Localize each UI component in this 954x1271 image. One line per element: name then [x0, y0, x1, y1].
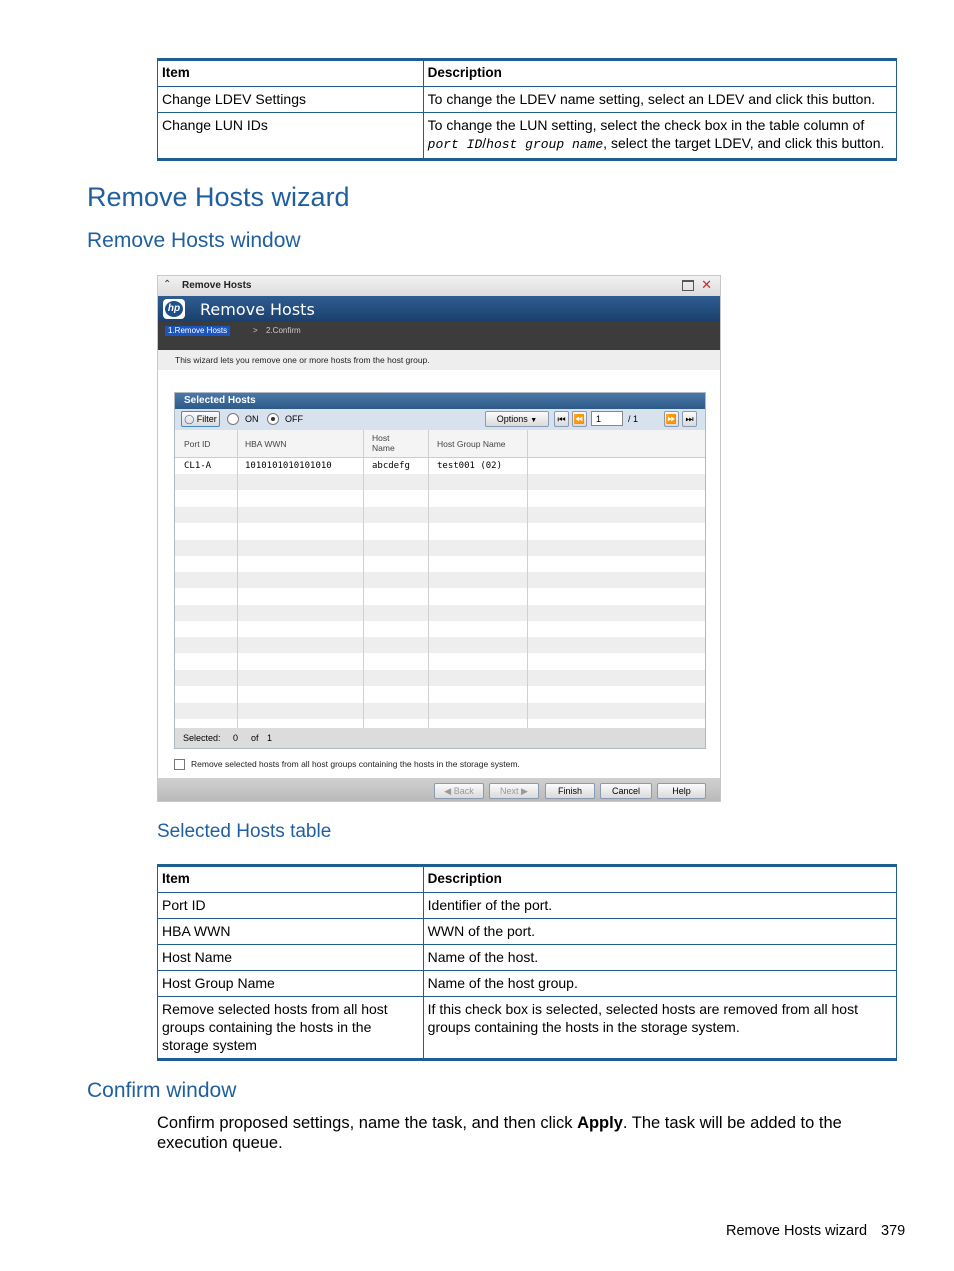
table-header-row	[158, 60, 897, 87]
step-separator: >	[253, 326, 258, 335]
page-number: 379	[881, 1223, 906, 1239]
apply-keyword: Apply	[577, 1114, 623, 1132]
description-cell: Name of the host.	[423, 945, 896, 971]
hosts-grid	[175, 430, 705, 728]
cell-host-name: abcdefg	[372, 461, 410, 471]
cell-port-id: CL1-A	[184, 461, 212, 471]
next-label: Next	[500, 786, 519, 796]
grid-row-stripe	[175, 654, 705, 670]
page-input[interactable]: 1	[591, 411, 623, 426]
filter-button[interactable]	[181, 411, 220, 427]
item-cell: Host Group Name	[158, 971, 424, 997]
heading-confirm-window: Confirm window	[87, 1079, 237, 1102]
page-footer	[726, 1223, 905, 1239]
filter-label: Filter	[196, 414, 217, 424]
table-row	[158, 893, 897, 919]
col-divider	[527, 430, 528, 728]
help-label: Help	[672, 786, 691, 796]
description-cell: Identifier of the port.	[423, 893, 896, 919]
description-cell: WWN of the port.	[423, 919, 896, 945]
options-button[interactable]	[485, 411, 549, 427]
first-page-button[interactable]	[554, 411, 569, 427]
selected-hosts-panel	[174, 392, 706, 749]
radio-off-dot	[271, 417, 275, 421]
header-description: Description	[423, 866, 896, 893]
panel-title: Selected Hosts	[184, 395, 256, 406]
description-cell: To change the LDEV name setting, select an LDEV and click this button.	[423, 87, 896, 113]
col-port-id[interactable]: Port ID	[184, 439, 211, 449]
description-cell	[423, 113, 896, 160]
col-divider	[237, 430, 238, 728]
filter-icon: ◯	[184, 414, 195, 424]
remove-hosts-screenshot	[157, 275, 721, 802]
panel-title-bar	[175, 393, 705, 409]
cell-host-group: test001 (02)	[437, 461, 503, 471]
header-title: Remove Hosts	[200, 300, 315, 319]
table-row	[158, 113, 897, 160]
table-toolbar	[175, 409, 705, 430]
of-label: of	[251, 733, 259, 743]
step-confirm: 2.Confirm	[266, 326, 301, 335]
grid-row-stripe	[175, 491, 705, 507]
selected-hosts-table	[157, 864, 897, 1061]
options-label: Options	[496, 414, 528, 424]
table-row	[158, 945, 897, 971]
chevron-down-icon: ▼	[530, 417, 538, 424]
item-cell: Change LDEV Settings	[158, 87, 424, 113]
step-current: 1.Remove Hosts	[165, 326, 230, 336]
help-button[interactable]	[657, 783, 706, 799]
prev-page-icon: ⏪	[573, 414, 586, 424]
confirm-text: Confirm proposed settings, name the task, and then click	[157, 1114, 578, 1132]
radio-off-label: OFF	[285, 414, 303, 424]
wizard-description: This wizard lets you remove one or more hosts from the host group.	[175, 355, 430, 365]
back-label: Back	[453, 786, 474, 796]
close-icon[interactable]: ✕	[701, 277, 712, 292]
footer-title: Remove Hosts wizard	[726, 1223, 868, 1239]
wizard-description-bar	[158, 350, 720, 370]
grid-footer	[175, 728, 705, 748]
finish-label: Finish	[557, 786, 582, 796]
item-cell: Host Name	[158, 945, 424, 971]
hp-logo	[163, 299, 185, 319]
item-cell: HBA WWN	[158, 919, 424, 945]
heading-remove-hosts-window: Remove Hosts window	[87, 229, 301, 252]
wizard-header	[158, 296, 720, 350]
grid-row-stripe	[175, 703, 705, 719]
cell-hba-wwn: 1010101010101010	[245, 461, 332, 471]
header-item: Item	[158, 60, 424, 87]
next-button[interactable]	[489, 783, 539, 799]
grid-row-stripe	[175, 621, 705, 637]
item-cell: Port ID	[158, 893, 424, 919]
maximize-icon[interactable]	[682, 280, 694, 291]
col-hba-wwn[interactable]: HBA WWN	[245, 439, 287, 449]
selected-count: 0	[233, 733, 239, 743]
code-host-group-name: host group name	[486, 137, 604, 152]
table-header-row	[158, 866, 897, 893]
hp-logo-text: hp	[165, 301, 183, 317]
first-page-icon: ⏮	[557, 414, 566, 424]
grid-row-stripe	[175, 556, 705, 572]
radio-off[interactable]	[267, 413, 279, 425]
description-text: To change the LUN setting, select the check box in the table column of	[427, 117, 865, 133]
item-cell: Change LUN IDs	[158, 113, 424, 160]
grid-row-stripe	[175, 540, 705, 556]
back-arrow-icon: ◀	[444, 786, 452, 796]
next-page-button[interactable]	[664, 411, 679, 427]
grid-row-stripe	[175, 474, 705, 490]
grid-row-stripe	[175, 523, 705, 539]
heading-selected-hosts-table: Selected Hosts table	[157, 821, 332, 842]
cancel-label: Cancel	[611, 786, 640, 796]
description-cell: Name of the host group.	[423, 971, 896, 997]
back-button[interactable]	[434, 783, 484, 799]
page-total: / 1	[628, 414, 639, 424]
item-cell: Remove selected hosts from all host groups containing the hosts in the storage system	[158, 997, 424, 1060]
window-title: Remove Hosts	[182, 280, 252, 291]
description-text-end: , select the target LDEV, and click this button.	[603, 135, 885, 151]
slash-separator: /	[482, 135, 487, 151]
radio-on-label: ON	[245, 414, 259, 424]
col-host-group-name[interactable]: Host Group Name	[437, 439, 506, 449]
header-description: Description	[423, 60, 896, 87]
next-arrow-icon: ▶	[521, 786, 528, 796]
finish-button[interactable]	[545, 783, 595, 799]
confirm-paragraph	[157, 1113, 897, 1153]
grid-row-stripe	[175, 588, 705, 604]
grid-row-stripe	[175, 605, 705, 621]
table-row	[158, 997, 897, 1060]
selected-label: Selected:	[183, 733, 221, 743]
header-item: Item	[158, 866, 424, 893]
settings-table	[157, 58, 897, 161]
prev-page-button[interactable]	[572, 411, 587, 427]
window-titlebar	[158, 276, 720, 296]
remove-all-checkbox[interactable]	[174, 759, 185, 770]
col-divider	[363, 430, 364, 728]
grid-row-stripe	[175, 637, 705, 653]
total-count: 1	[267, 733, 273, 743]
collapse-icon[interactable]: ⌃	[163, 279, 172, 290]
description-cell: If this check box is selected, selected hosts are removed from all host groups containing the hosts in the storage system.	[423, 997, 896, 1060]
grid-row-stripe	[175, 686, 705, 702]
grid-row-stripe	[175, 572, 705, 588]
grid-header	[175, 430, 705, 458]
heading-remove-hosts-wizard: Remove Hosts wizard	[87, 182, 350, 212]
cancel-button[interactable]	[600, 783, 652, 799]
col-host-name[interactable]: Host Name	[372, 433, 395, 453]
col-divider	[428, 430, 429, 728]
table-row	[158, 971, 897, 997]
table-row	[158, 87, 897, 113]
next-page-icon: ⏩	[665, 414, 678, 424]
wizard-button-bar	[158, 778, 720, 802]
radio-on[interactable]	[227, 413, 239, 425]
last-page-icon: ⏭	[685, 414, 694, 424]
code-port-id: port ID	[427, 137, 483, 152]
header-band	[158, 296, 720, 322]
confirm-text-end: . The task will be added to the execution queue.	[157, 1114, 842, 1152]
grid-row-stripe	[175, 670, 705, 686]
grid-row-stripe	[175, 507, 705, 523]
remove-all-checkbox-label: Remove selected hosts from all host groups containing the hosts in the storage system.	[191, 759, 520, 769]
last-page-button[interactable]	[682, 411, 697, 427]
table-row	[158, 919, 897, 945]
table-row[interactable]	[175, 458, 705, 474]
